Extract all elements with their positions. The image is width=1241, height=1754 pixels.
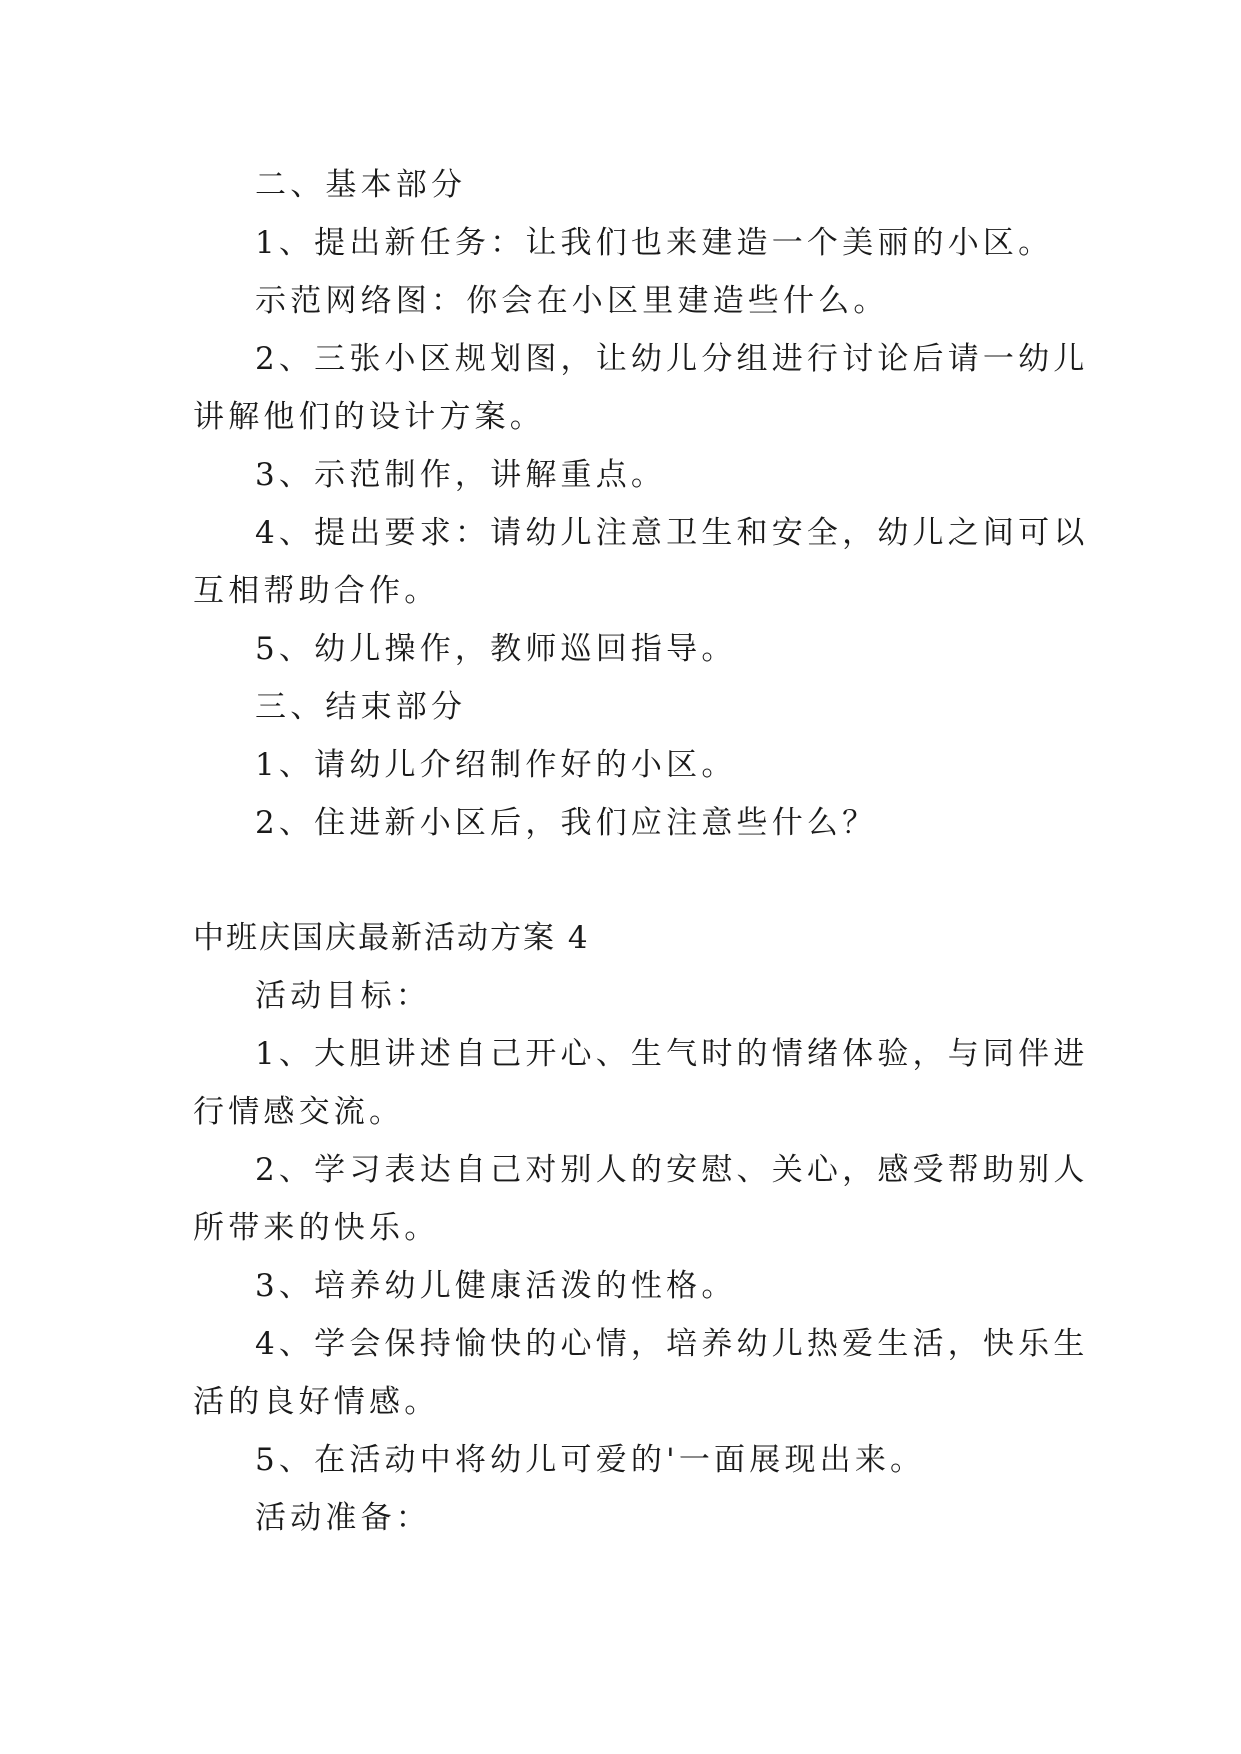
list-item: 5、在活动中将幼儿可爱的'一面展现出来。 bbox=[255, 1442, 926, 1478]
section-heading: 二、基本部分 bbox=[255, 167, 467, 203]
section-heading: 三、结束部分 bbox=[255, 689, 467, 725]
list-item: 1、大胆讲述自己开心、生气时的情绪体验，与同伴进 bbox=[255, 1036, 1089, 1072]
list-item: 3、培养幼儿健康活泼的性格。 bbox=[255, 1268, 737, 1304]
list-item-continuation: 活的良好情感。 bbox=[193, 1384, 440, 1420]
list-item-continuation: 互相帮助合作。 bbox=[193, 573, 440, 609]
list-item-continuation: 所带来的快乐。 bbox=[193, 1210, 440, 1246]
section-heading: 活动准备： bbox=[255, 1500, 431, 1536]
list-item-continuation: 讲解他们的设计方案。 bbox=[193, 399, 545, 435]
list-item: 4、学会保持愉快的心情，培养幼儿热爱生活，快乐生 bbox=[255, 1326, 1089, 1362]
list-item: 1、请幼儿介绍制作好的小区。 bbox=[255, 747, 737, 783]
list-item: 5、幼儿操作，教师巡回指导。 bbox=[255, 631, 737, 667]
list-item-continuation: 行情感交流。 bbox=[193, 1094, 405, 1130]
list-item: 1、提出新任务：让我们也来建造一个美丽的小区。 bbox=[255, 225, 1054, 261]
plan-title: 中班庆国庆最新活动方案 4 bbox=[193, 920, 590, 956]
paragraph: 示范网络图：你会在小区里建造些什么。 bbox=[255, 283, 889, 319]
list-item: 4、提出要求：请幼儿注意卫生和安全，幼儿之间可以 bbox=[255, 515, 1089, 551]
list-item: 3、示范制作，讲解重点。 bbox=[255, 457, 667, 493]
section-heading: 活动目标： bbox=[255, 978, 431, 1014]
list-item: 2、住进新小区后，我们应注意些什么？ bbox=[255, 805, 878, 841]
list-item: 2、学习表达自己对别人的安慰、关心，感受帮助别人 bbox=[255, 1152, 1089, 1188]
list-item: 2、三张小区规划图，让幼儿分组进行讨论后请一幼儿 bbox=[255, 341, 1089, 377]
